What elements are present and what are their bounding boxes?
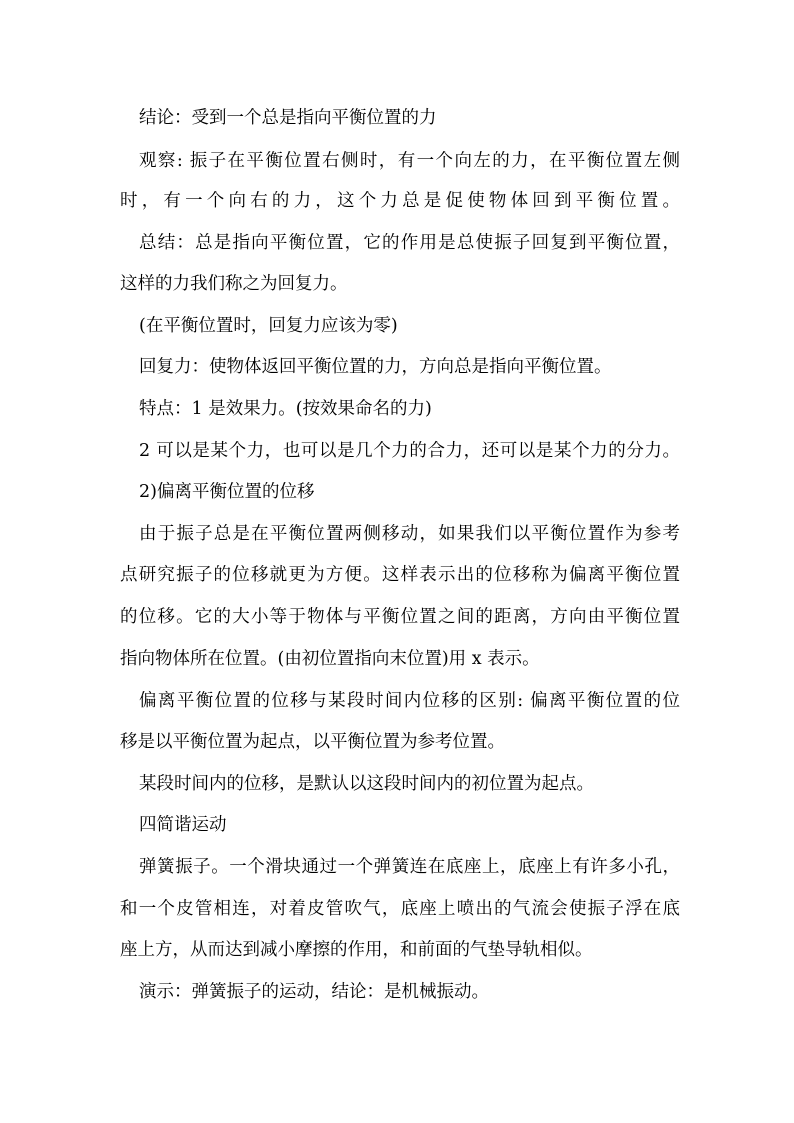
text-line: 座上方，从而达到减小摩擦的作用，和前面的气垫导轨相似。 <box>120 940 593 960</box>
text-line: 弹簧振子。一个滑块通过一个弹簧连在底座上，底座上有许多小孔， <box>139 857 680 877</box>
section-heading: 四简谐运动 <box>139 815 227 835</box>
text-line: 指向物体所在位置。(由初位置指向末位置)用 x 表示。 <box>120 649 540 669</box>
text-line: 移是以平衡位置为起点，以平衡位置为参考位置。 <box>120 732 505 752</box>
text-line: 2 可以是某个力，也可以是几个力的合力，还可以是某个力的分力。 <box>139 441 680 461</box>
section-heading: 2)偏离平衡位置的位移 <box>139 482 315 502</box>
text-line: 这样的力我们称之为回复力。 <box>120 274 348 294</box>
text-line: 观察: 振子在平衡位置右侧时，有一个向左的力，在平衡位置左侧 <box>139 151 680 171</box>
text-line: 总结：总是指向平衡位置，它的作用是总使振子回复到平衡位置， <box>139 233 680 253</box>
text-line: 和一个皮管相连，对着皮管吹气，底座上喷出的气流会使振子浮在底 <box>120 899 680 919</box>
text-line: (在平衡位置时，回复力应该为零) <box>139 316 398 336</box>
text-line: 由于振子总是在平衡位置两侧移动，如果我们以平衡位置作为参考 <box>139 524 680 544</box>
text-line: 点研究振子的位移就更为方便。这样表示出的位移称为偏离平衡位置 <box>120 565 680 585</box>
text-line: 的位移。它的大小等于物体与平衡位置之间的距离，方向由平衡位置 <box>120 607 680 627</box>
text-line: 某段时间内的位移，是默认以这段时间内的初位置为起点。 <box>139 774 594 794</box>
text-line: 结论：受到一个总是指向平衡位置的力 <box>139 108 437 128</box>
text-line: 时，有一个向右的力，这个力总是促使物体回到平衡位置。 <box>120 191 680 211</box>
text-line: 特点：1 是效果力。(按效果命名的力) <box>139 399 432 419</box>
text-line: 演示：弹簧振子的运动，结论：是机械振动。 <box>139 982 489 1002</box>
text-line: 回复力：使物体返回平衡位置的力，方向总是指向平衡位置。 <box>139 357 612 377</box>
text-line: 偏离平衡位置的位移与某段时间内位移的区别: 偏离平衡位置的位 <box>139 691 680 711</box>
